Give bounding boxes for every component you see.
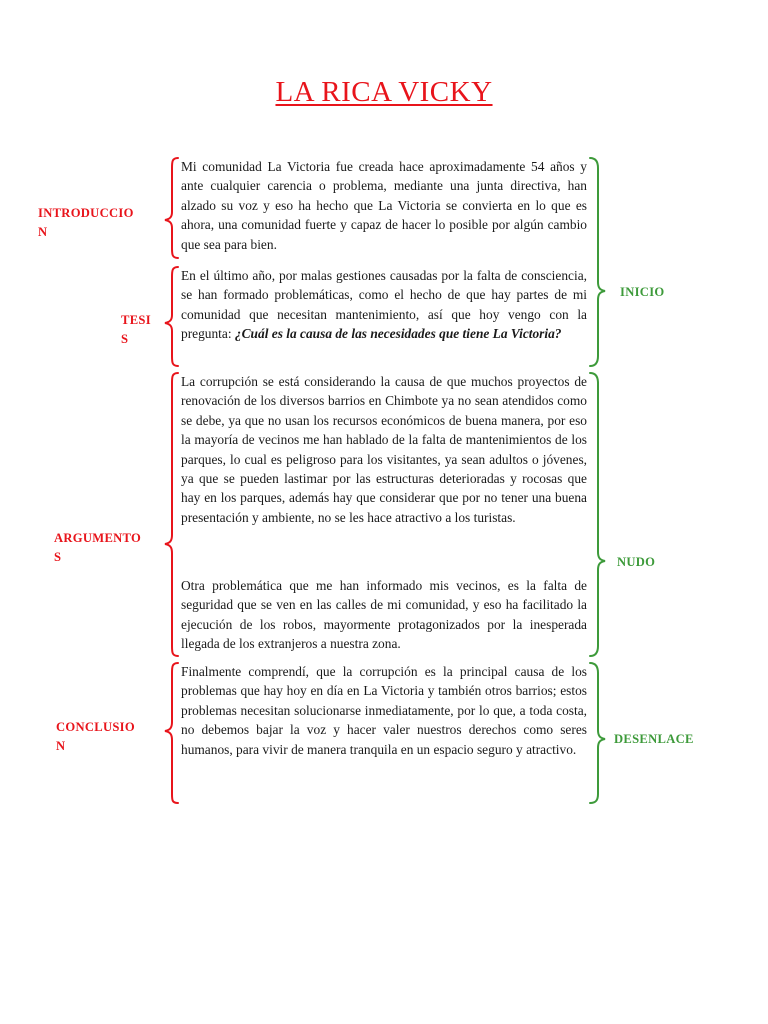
paragraph-introduccion: Mi comunidad La Victoria fue creada hace aproximadamente 54 años y ante cualquier carencia o problema, mediante una junta directiva, han alzado su voz y eso ha hecho que La Victoria se convierta en lo que es ahora, una comunidad fuerte y capaz de hacer lo posible por algún cambio que sea para bien. bbox=[181, 159, 587, 252]
label-nudo: NUDO bbox=[617, 555, 656, 569]
brace-introduccion bbox=[165, 158, 178, 258]
document-title: LA RICA VICKY bbox=[275, 76, 493, 108]
label-inicio: INICIO bbox=[620, 285, 665, 299]
label-argumentos: ARGUMENTO S bbox=[54, 531, 142, 564]
label-conclusion: CONCLUSIO N bbox=[56, 720, 135, 753]
label-tesis: TESI S bbox=[121, 313, 151, 346]
brace-nudo bbox=[590, 373, 605, 656]
paragraph-argumento-2: Otra problemática que me han informado mis vecinos, es la falta de seguridad que se ven en las calles de mi comunidad, y eso ha facilitado la ejecución de los robos, mayormente protagonizados por la inesperada llegada de los extranjeros a nuestra zona. bbox=[181, 578, 587, 652]
paragraph-conclusion: Finalmente comprendí, que la corrupción es la principal causa de los problemas que hay hoy en día en La Victoria y también otros barrios; estos problemas necesitan solucionarse inmediatamente, por lo que, a toda costa, no debemos bajar la voz y hacer valer nuestros derechos como seres humanos, para vivir de manera tranquila en un espacio seguro y atractivo. bbox=[181, 664, 587, 757]
tesis-question: ¿Cuál es la causa de las necesidades que tiene La Victoria? bbox=[234, 326, 562, 342]
brace-argumentos bbox=[165, 373, 178, 656]
brace-inicio bbox=[590, 158, 605, 366]
label-desenlace: DESENLACE bbox=[614, 732, 694, 746]
brace-conclusion bbox=[165, 663, 178, 803]
paragraph-argumento-1: La corrupción se está considerando la causa de que muchos proyectos de renovación de los diversos barrios en Chimbote ya no sean atendidos como se debe, ya que no usan los recursos económicos de buena manera, por eso la mayoría de vecinos me han hablado de la falta de mantenimientos de los parques, lo cual es peligroso para los visitantes, ya sean adultos o jóvenes, ya que se pueden lastimar por las estructuras deterioradas y rocosas que hay en los parques, además hay que considerar que por no tener una buena presentación y ambiente, no se les hace atractivo a los turistas. bbox=[181, 374, 587, 525]
tesis-text: En el último año, por malas gestiones causadas por la falta de consciencia, se han formado problemáticas, como el hecho de que hay partes de mi comunidad que necesitan mantenimiento, así que hoy vengo con la pregunta: bbox=[181, 268, 587, 342]
brace-tesis bbox=[165, 267, 178, 366]
brace-desenlace bbox=[590, 663, 605, 803]
label-introduccion: INTRODUCCIO N bbox=[38, 206, 134, 239]
